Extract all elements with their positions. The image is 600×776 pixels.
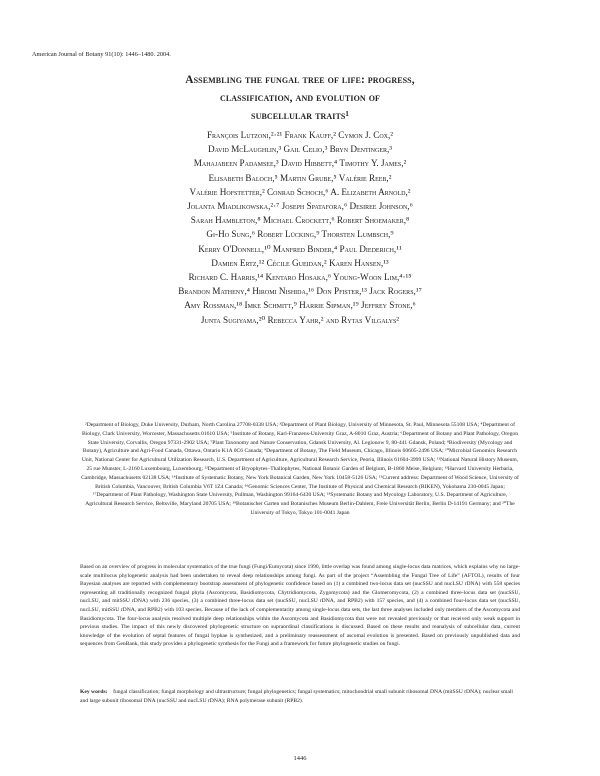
author-line: François Lutzoni,²·²¹ Frank Kauff,² Cymon J. Cox,² xyxy=(206,130,394,140)
abstract: Based on an overview of progress in molecular systematics of the true fungi (Fungi/Eumycota) since 1990, little overlap was found among single-locus data matrices, which explains why no large-scale multilocus phylogenetic analysis had been undertaken to reveal deep relationships among fungi. As part of the project “Assembling the Fungal Tree of Life” (AFTOL), results of four Bayesian analyses are reported with complementary bootstrap assessment of phylogenetic confidence based on (1) a combined two-locus data set (nucSSU and nucLSU rDNA) with 558 species representing all traditionally recognized fungal phyla (Ascomycota, Basidiomycota, Chytridiomycota, Zygomycota) and the Glomeromycota, (2) a combined three-locus data set (nucSSU, nucLSU, and mitSSU rDNA) with 236 species, (3) a combined three-locus data set (nucSSU, nucLSU rDNA, and RPB2) with 157 species, and (4) a combined four-locus data set (nucSSU, nucLSU, mitSSU rDNA, and RPB2) with 103 species. Because of the lack of complementarity among single-locus data sets, the last three analyses included only members of the Ascomycota and Basidiomycota. The four-locus analysis resolved multiple deep relationships within the Ascomycota and Basidiomycota that were not revealed previously or that received only weak support in previous studies. The impact of this newly discovered phylogenetic structure on supraordinal classifications is discussed. Based on these results and reanalysis of subcellular data, current knowledge of the evolution of septal features of fungal hyphae is synthesized, and a preliminary reassessment of ascomal evolution is presented. Based on previously unpublished data and sequences from GenBank, this study provides a phylogenetic synthesis for the Fungi and a framework for future phylogenetic studies on fungi. xyxy=(80,564,520,648)
title-line: Assembling the fungal tree of life: progress, xyxy=(185,74,415,86)
author-line: Mahajabeen Padamsee,³ David Hibbett,⁴ Timothy Y. James,² xyxy=(193,158,407,169)
journal-citation: American Journal of Botany 91(10): 1446–1480. 2004. xyxy=(32,51,171,58)
author-line: Jolanta Miadlikowska,²·⁷ Joseph Spatafora,⁶ Desiree Johnson,⁶ xyxy=(187,201,413,212)
author-line: David McLaughlin,³ Gail Celio,³ Bryn Dentinger,³ xyxy=(207,144,393,155)
paper-title xyxy=(60,71,540,125)
title-line: classification, and evolution of xyxy=(219,92,381,104)
page-number: 1446 xyxy=(293,755,307,762)
author-line: Elisabeth Baloch,⁵ Martin Grube,⁵ Valérie Reeb,² xyxy=(208,172,392,183)
author-line: Richard C. Harris,¹⁴ Kentaro Hosaka,⁶ Young-Woon Lim,⁴·¹⁵ xyxy=(188,272,412,283)
title-line: subcellular traits¹ xyxy=(251,110,349,122)
author-line: Sarah Hambleton,⁸ Michael Crockett,⁶ Robert Shoemaker,⁸ xyxy=(190,215,410,226)
author-line: Valérie Hofstetter,² Conrad Schoch,⁶ A. Elizabeth Arnold,² xyxy=(189,186,411,197)
author-line: Amy Rossman,¹⁸ Imke Schmitt,⁹ Harrie Sipman,¹⁹ Jeffrey Stone,⁶ xyxy=(184,300,416,311)
keywords-text: fungal classification; fungal morphology and ultrastructure; fungal phylogenetics; fungal systematics; mitochondrial small subunit ribosomal DNA (mitSSU rDNA); nuclear small and large subunit ribosomal DNA (nucSSU and nucLSU rDNA); RNA polymerase subunit (RPB2). xyxy=(80,689,513,704)
author-line: Junta Sugiyama,²⁰ Rebecca Yahr,² and Rytas Vilgalys² xyxy=(200,314,400,325)
keywords-label: Key words: xyxy=(80,689,108,695)
author-list xyxy=(60,128,540,327)
author-line: Damien Ertz,¹² Cécile Gueidan,² Karen Hansen,¹³ xyxy=(211,257,389,268)
author-line: Gi-Ho Sung,⁶ Robert Lücking,⁹ Thorsten Lumbsch,⁹ xyxy=(206,229,394,240)
author-line: Kerry O'Donnell,¹⁰ Manfred Binder,⁴ Paul Diederich,¹¹ xyxy=(198,243,402,254)
author-affiliations: ²Department of Biology, Duke University, Durham, North Carolina 27708-0338 USA; ³Department of Plant Biology, University of Minnesota, St. Paul, Minnesota 55108 USA; ⁴Department of Biology, Clark University, Worcester, Massachusetts 01610 USA; ⁵Institute of Botany, Karl-Franzens-University Graz, A-8010 Graz, Austria; ⁶Department of Botany and Plant Pathology, Oregon State University, Corvallis, Oregon 97331-2902 USA; ⁷Plant Taxonomy and Nature Conservation, Gdansk University, Al. Legionow 9, 80-441 Gdansk, Poland; ⁸Biodiversity (Mycology and Botany), Agriculture and Agri-Food Canada, Ottawa, Ontario K1A 0C6 Canada; ⁹Department of Botany, The Field Museum, Chicago, Illinois 60605-2496 USA; ¹⁰Microbial Genomics Research Unit, National Center for Agricultural Utilization Research, U.S. Department of Agriculture, Agricultural Research Service, Peoria, Illinois 61604-3999 USA; ¹¹National Natural History Museum, 25 rue Munster, L-2160 Luxembourg, Luxembourg; ¹²Department of Bryophytes–Thallophytes, National Botanic Garden of Belgium, B-1860 Meise, Belgium; ¹³Harvard University Herbaria, Cambridge, Massachusetts 02138 USA; ¹⁴Institute of Systematic Botany, New York Botanical Garden, New York 10458-5126 USA; ¹⁵Current address: Department of Wood Science, University of British Columbia, Vancouver, British Columbia V6T 1Z4 Canada; ¹⁶Genomic Sciences Center, The Institute of Physical and Chemical Research (RIKEN), Yokohama 230-0045 Japan; ¹⁷Department of Plant Pathology, Washington State University, Pullman, Washington 99164-6430 USA; ¹⁸Systematic Botany and Mycology Laboratory, U.S. Department of Agriculture, Agricultural Research Service, Beltsville, Maryland 20705 USA; ¹⁹Botanischer Garten und Botanisches Museum Berlin-Dahlem, Freie Universität Berlin, Berlin D-14191 Germany; and ²⁰The University of Tokyo, Tokyo 101-0041 Japan xyxy=(81,422,519,516)
keywords xyxy=(80,688,520,705)
author-line: Brandon Matheny,⁴ Hiromi Nishida,¹⁶ Don Pfister,¹³ Jack Rogers,¹⁷ xyxy=(178,286,422,297)
